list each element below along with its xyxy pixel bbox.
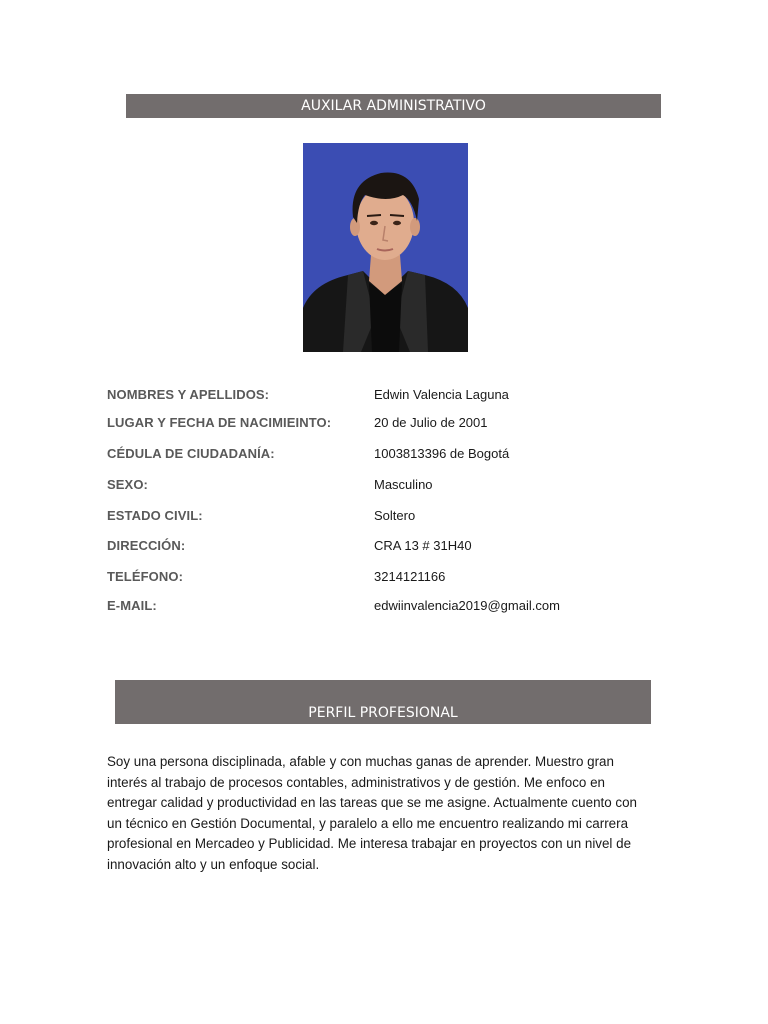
job-title: AUXILAR ADMINISTRATIVO [301, 98, 486, 114]
info-value: Edwin Valencia Laguna [374, 387, 509, 402]
info-row-nombres [107, 387, 667, 407]
profile-photo [303, 143, 468, 352]
profile-paragraph: Soy una persona disciplinada, afable y con muchas ganas de aprender. Muestro gran interés al trabajo de procesos contables, administrativos y de gestión. Me enfoco en entregar calidad y productividad en las tareas que se me asigne. Actualmente cuento con un técnico en Gestión Documental, y paralelo a ello me encuentro realizando mi carrera profesional en Mercadeo y Publicidad. Me interesa trabajar en proyectos con un nivel de innovación alto y un enfoque social. [107, 754, 638, 872]
info-label: E-MAIL: [107, 598, 157, 613]
info-value: 20 de Julio de 2001 [374, 415, 488, 430]
info-value: 3214121166 [374, 569, 446, 584]
portrait-illustration [303, 143, 468, 352]
title-banner [126, 94, 661, 118]
profile-banner [115, 680, 651, 724]
info-value: Soltero [374, 508, 416, 523]
info-label: LUGAR Y FECHA DE NACIMIEINTO: [107, 415, 332, 430]
info-value: 1003813396 de Bogotá [374, 446, 510, 461]
info-row-telefono [107, 569, 667, 589]
info-label: CÉDULA DE CIUDADANÍA: [107, 446, 275, 461]
info-value: Masculino [374, 477, 433, 492]
info-label: DIRECCIÓN: [107, 538, 186, 553]
info-row-estado-civil [107, 508, 667, 528]
info-row-nacimiento [107, 415, 667, 435]
info-label: SEXO: [107, 477, 148, 492]
email-value: edwiinvalencia2019@gmail.com [374, 598, 560, 613]
info-label: TELÉFONO: [107, 569, 184, 584]
info-row-direccion [107, 538, 667, 558]
info-row-sexo [107, 477, 667, 497]
info-label: NOMBRES Y APELLIDOS: [107, 387, 270, 402]
info-value: CRA 13 # 31H40 [374, 538, 472, 553]
info-label: ESTADO CIVIL: [107, 508, 203, 523]
info-row-email [107, 598, 667, 618]
info-row-cedula [107, 446, 667, 466]
profile-heading: PERFIL PROFESIONAL [308, 705, 458, 721]
